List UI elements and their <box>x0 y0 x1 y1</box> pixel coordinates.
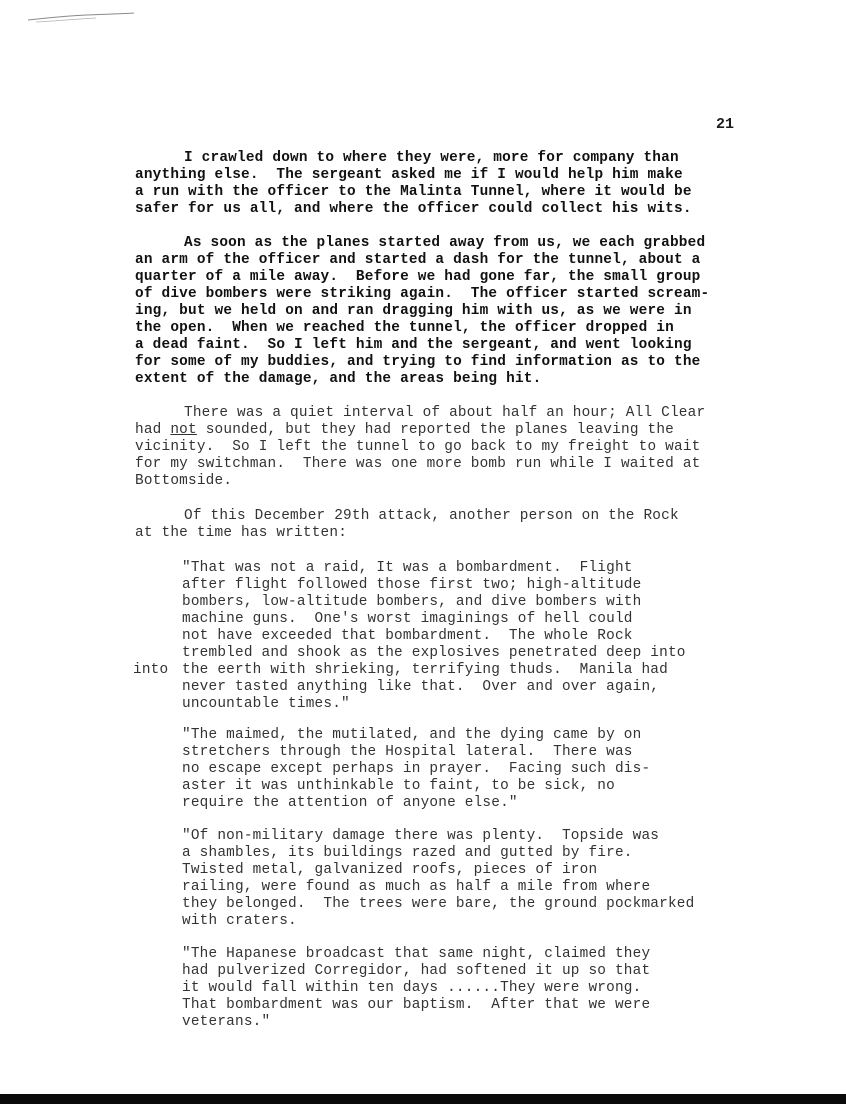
text-line: for some of my buddies, and trying to find information as to the <box>135 354 701 370</box>
text-fragment: had <box>135 422 171 438</box>
quote-line: it would fall within ten days ......They were wrong. <box>182 980 642 996</box>
quote-line: "That was not a raid, It was a bombardment. Flight <box>182 560 633 576</box>
quote-line: Twisted metal, galvanized roofs, pieces of iron <box>182 862 598 878</box>
quote-line: they belonged. The trees were bare, the ground pockmarked <box>182 896 695 912</box>
scan-bottom-edge <box>0 1094 846 1104</box>
text-line: safer for us all, and where the officer could collect his wits. <box>135 201 692 217</box>
text-line: Bottomside. <box>135 473 233 489</box>
quote-line: no escape except perhaps in prayer. Facing such dis- <box>182 761 651 777</box>
text-line: anything else. The sergeant asked me if I would help him make <box>135 167 683 183</box>
quote-line: railing, were found as much as half a mile from where <box>182 879 651 895</box>
text-line: at the time has written: <box>135 525 348 541</box>
quote-line: not have exceeded that bombardment. The whole Rock <box>182 628 633 644</box>
quote-line: require the attention of anyone else." <box>182 795 518 811</box>
text-line: vicinity. So I left the tunnel to go back to my freight to wait <box>135 439 701 455</box>
quote-line: uncountable times." <box>182 696 350 712</box>
text-line: the open. When we reached the tunnel, the officer dropped in <box>135 320 674 336</box>
text-line: As soon as the planes started away from us, we each grabbed <box>184 235 706 251</box>
page-number: 21 <box>716 116 735 133</box>
quote-line: bombers, low-altitude bombers, and dive bombers with <box>182 594 642 610</box>
ink-smudge-mark <box>26 10 136 24</box>
quote-line: "Of non-military damage there was plenty. Topside was <box>182 828 660 844</box>
text-line: extent of the damage, and the areas being hit. <box>135 371 542 387</box>
quote-line: never tasted anything like that. Over and over again, <box>182 679 660 695</box>
text-fragment: sounded, but they had reported the planes leaving the <box>196 422 674 438</box>
quote-line: "The maimed, the mutilated, and the dying came by on <box>182 727 642 743</box>
text-line: a run with the officer to the Malinta Tunnel, where it would be <box>135 184 692 200</box>
quote-line: a shambles, its buildings razed and gutted by fire. <box>182 845 633 861</box>
text-line: I crawled down to where they were, more for company than <box>184 150 679 166</box>
quote-line: after flight followed those first two; high-altitude <box>182 577 642 593</box>
quote-line: machine guns. One's worst imaginings of hell could <box>182 611 633 627</box>
quote-line: stretchers through the Hospital lateral. There was <box>182 744 633 760</box>
text-line: a dead faint. So I left him and the sergeant, and went looking <box>135 337 692 353</box>
quote-line: veterans." <box>182 1014 271 1030</box>
underlined-word: not <box>170 422 197 438</box>
quote-line: with craters. <box>182 913 297 929</box>
text-line: There was a quiet interval of about half an hour; All Clear <box>184 405 706 421</box>
quote-line: "The Hapanese broadcast that same night, claimed they <box>182 946 651 962</box>
quote-line: had pulverized Corregidor, had softened it up so that <box>182 963 651 979</box>
quote-line: the eerth with shrieking, terrifying thuds. Manila had <box>182 662 668 678</box>
text-line: ing, but we held on and ran dragging him with us, as we were in <box>135 303 692 319</box>
text-line: quarter of a mile away. Before we had gone far, the small group <box>135 269 701 285</box>
text-line <box>135 422 674 439</box>
quote-line: trembled and shook as the explosives penetrated deep into <box>182 645 686 661</box>
text-line: of dive bombers were striking again. The officer started scream- <box>135 286 710 302</box>
quote-line: That bombardment was our baptism. After that we were <box>182 997 651 1013</box>
text-line: for my switchman. There was one more bomb run while I waited at <box>135 456 701 472</box>
margin-word: into <box>133 662 169 678</box>
text-line: Of this December 29th attack, another person on the Rock <box>184 508 679 524</box>
text-line: an arm of the officer and started a dash for the tunnel, about a <box>135 252 701 268</box>
quote-line: aster it was unthinkable to faint, to be sick, no <box>182 778 615 794</box>
